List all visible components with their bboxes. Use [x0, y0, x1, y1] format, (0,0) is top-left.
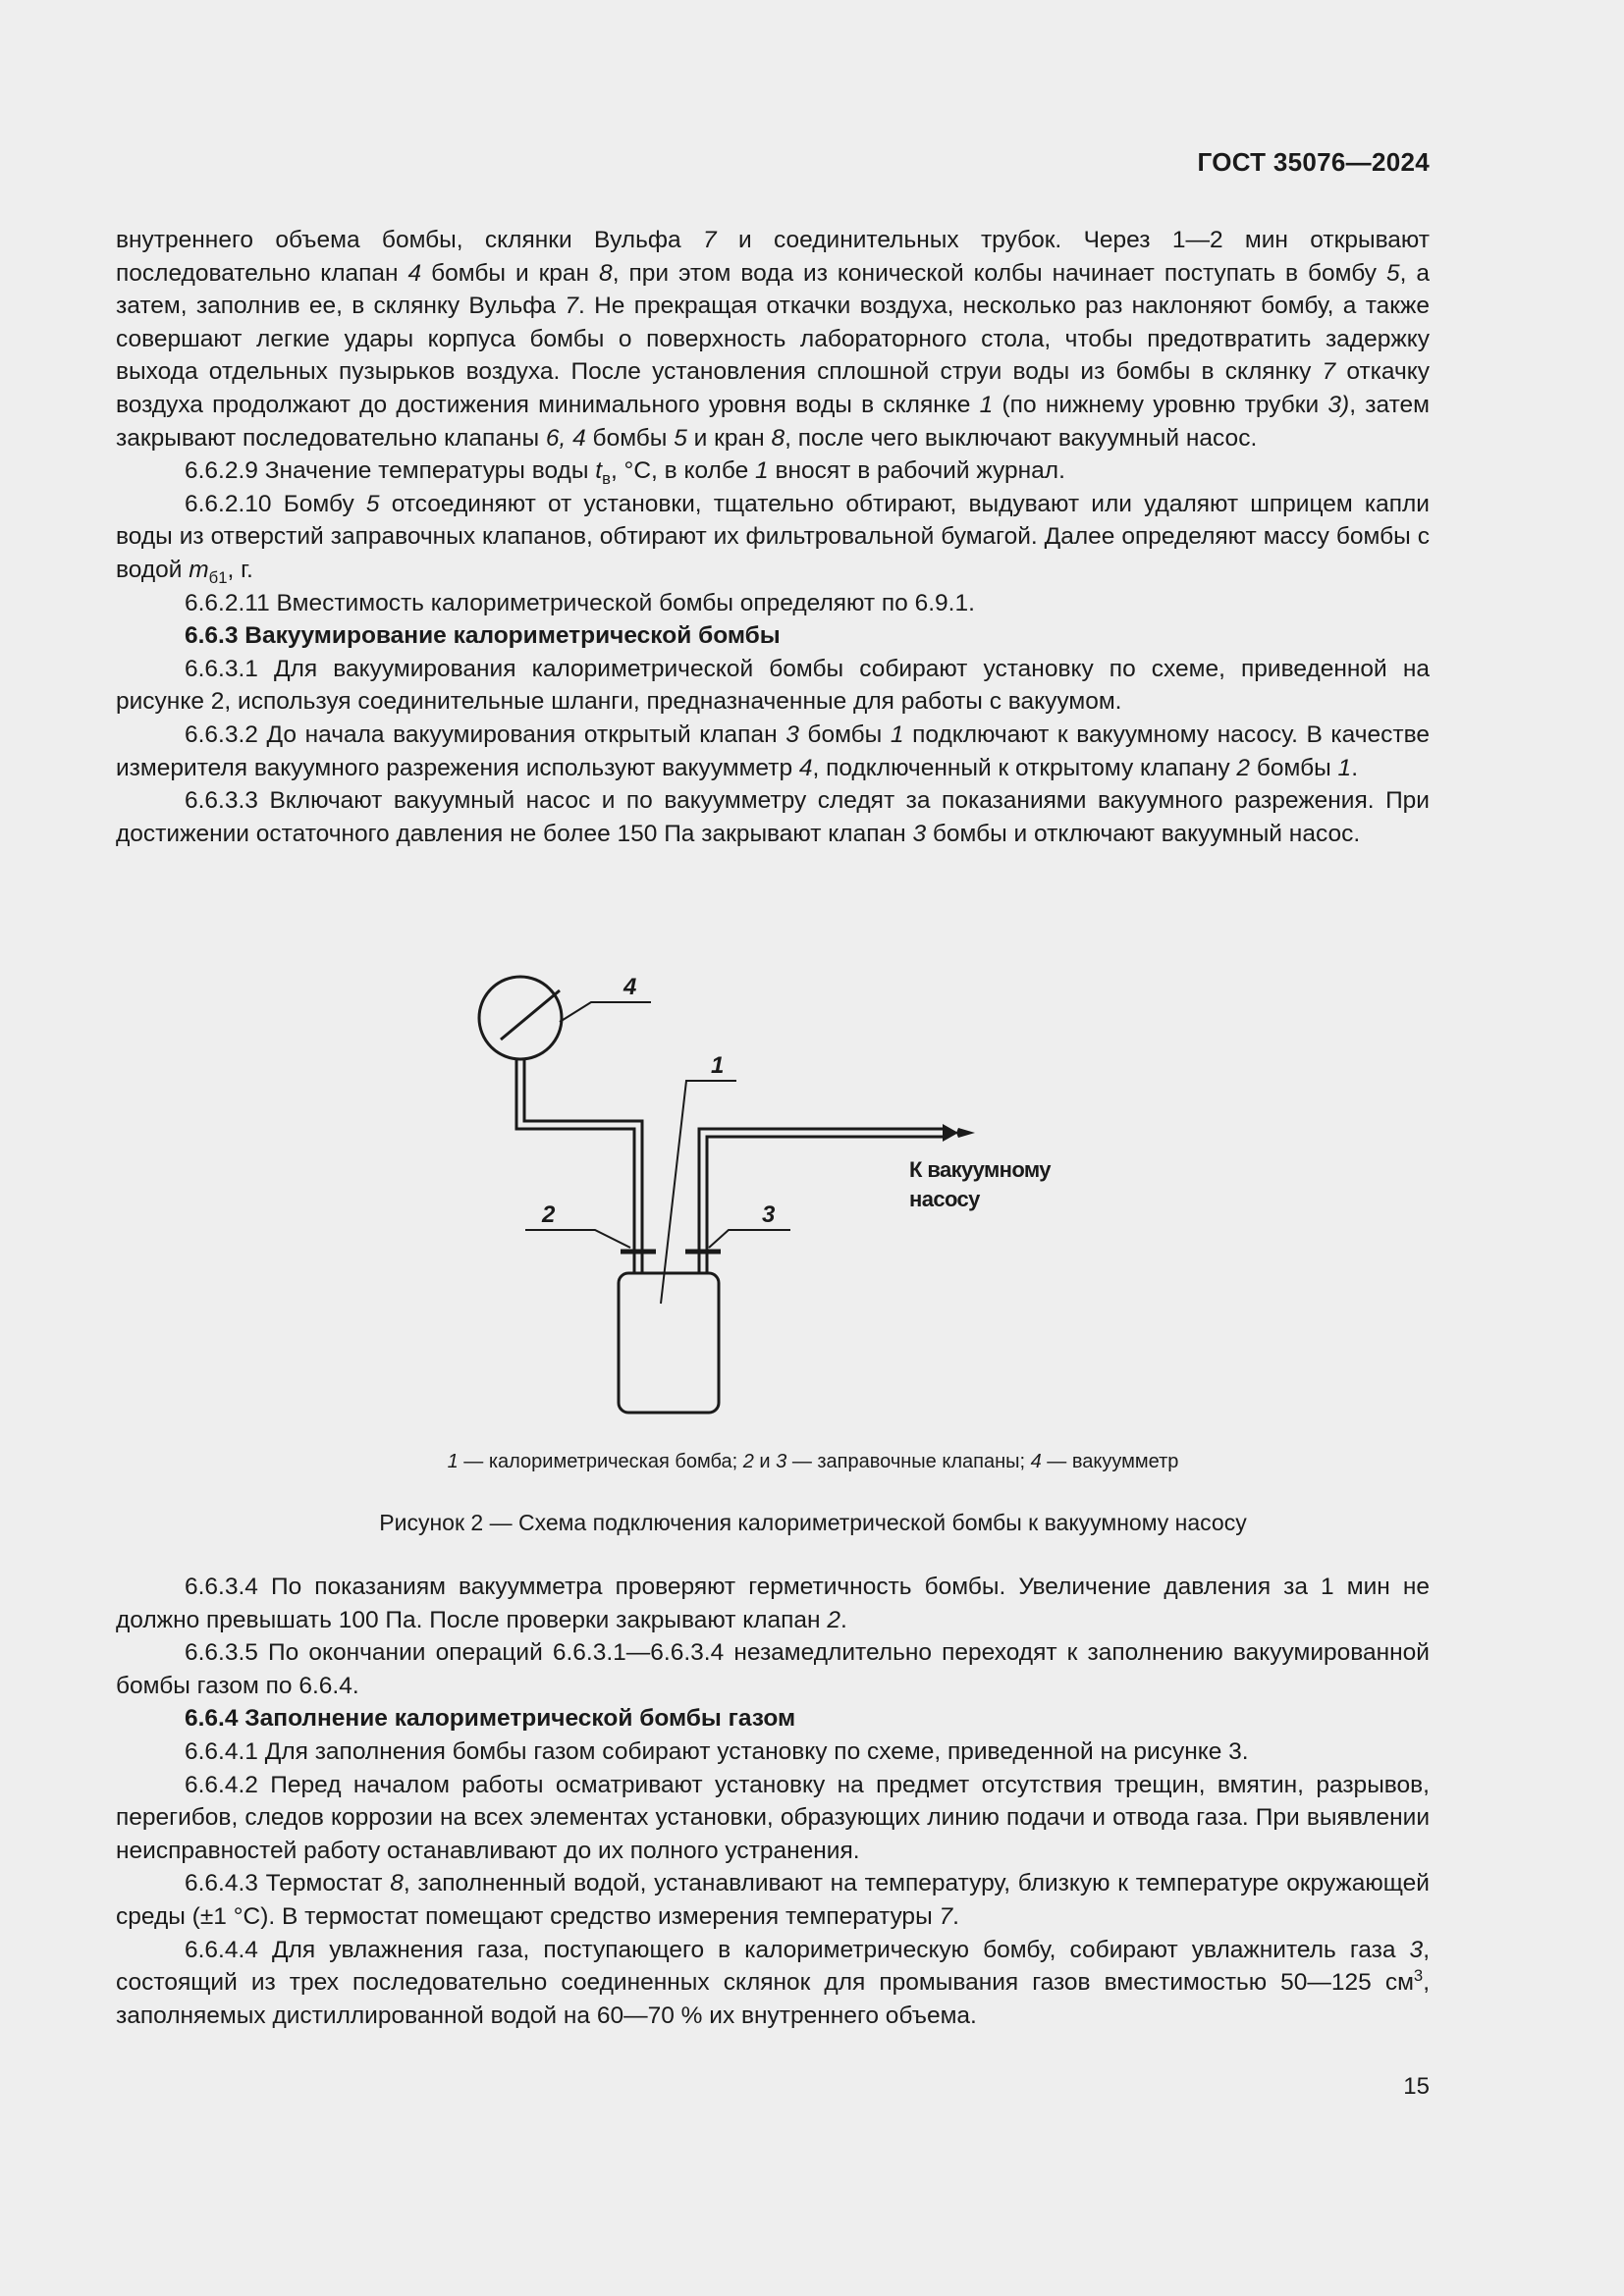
paragraph: 6.6.3.1 Для вакуумирования калориметрической бомбы собирают установку по схеме, приведенной на рисунке 2, используя соединительные шланги, предназначенные для работы с вакуумом. — [116, 655, 1430, 716]
paragraph: 6.6.4.2 Перед началом работы осматривают установку на предмет отсутствия трещин, вмятин, разрывов, перегибов, следов коррозии на всех элементах установки, образующих линию подачи и отвода газа. При выявлении неисправностей работу останавливают до их полного устранения. — [116, 1771, 1430, 1864]
paragraph: внутреннего объема бомбы, склянки Вульфа 7 и соединительных трубок. Через 1—2 мин открывают последовательно клапан 4 бомбы и кран 8, при этом вода из конической колбы начинает поступать в бомбу 5, а затем, заполнив ее, в склянку Вульфа 7. Не прекращая откачки воздуха, несколько раз наклоняют бомбу, а также совершают легкие удары корпуса бомбы о поверхность лабораторного стола, чтобы предотвратить задержку выхода отдельных пузырьков воздуха. После установления сплошной струи воды из бомбы в склянку 7 откачку воздуха продолжают до достижения минимального уровня воды в склянке 1 (по нижнему уровню трубки 3), затем закрывают последовательно клапаны 6, 4 бомбы 5 и кран 8, после чего выключают вакуумный насос. — [116, 227, 1431, 452]
page-number: 15 — [1403, 2073, 1430, 2100]
text-block-bottom — [116, 1571, 1430, 2032]
paragraph: 6.6.2.10 Бомбу 5 отсоединяют от установки, тщательно обтирают, выдувают или удаляют шприцем капли воды из отверстий заправочных клапанов, обтирают их фильтровальной бумагой. Далее определяют массу бомбы с водой $m_{б1}$, г. — [116, 490, 1430, 587]
arrow-to-pump-tip — [956, 1128, 975, 1138]
vacuum-gauge-needle — [501, 990, 560, 1040]
label-3: 3 — [762, 1201, 776, 1228]
paragraph: 6.6.3.3 Включают вакуумный насос и по вакуумметру следят за показаниями вакуумного разрежения. При достижении остаточного давления не более 150 Па закрывают клапан 3 бомбы и отключают вакуумный насос. — [116, 787, 1430, 847]
arrow-label-line-2: насосу — [909, 1187, 980, 1211]
paragraph: 6.6.2.11 Вместимость калориметрической бомбы определяют по 6.9.1. — [185, 589, 975, 616]
paragraph: 6.6.4 Заполнение калориметрической бомбы газом — [185, 1705, 796, 1733]
label-1: 1 — [711, 1052, 725, 1079]
paragraph: 6.6.3.2 До начала вакуумирования открытый клапан 3 бомбы 1 подключают к вакуумному насосу. В качестве измерителя вакуумного разрежения используют вакуумметр 4, подключенный к открытому клапану 2 бомбы 1. — [116, 721, 1430, 781]
arrow-to-pump-icon — [943, 1124, 958, 1142]
valve-2-stem — [634, 1252, 642, 1273]
leader-2 — [525, 1230, 630, 1248]
paragraph: 6.6.3 Вакуумирование калориметрической бомбы — [185, 622, 781, 650]
paragraph: 6.6.4.3 Термостат 8, заполненный водой, устанавливают на температуру, близкую к температуре окружающей среды (±1 °С). В термостат помещают средство измерения температуры 7. — [116, 1870, 1430, 1930]
paragraph: 6.6.4.4 Для увлажнения газа, поступающего в калориметрическую бомбу, собирают увлажнитель газа 3, состоящий из трех последовательно соединенных склянок для промывания газов вместимостью 50—125 $см^3$, заполняемых дистиллированной водой на 60—70 % их внутреннего объема. — [116, 1936, 1430, 2029]
pump-tube-inner — [707, 1137, 943, 1252]
paragraph: 6.6.4.1 Для заполнения бомбы газом собирают установку по схеме, приведенной на рисунке 3. — [185, 1737, 1249, 1765]
paragraph: 6.6.3.5 По окончании операций 6.6.3.1—6.6.3.4 незамедлительно переходят к заполнению вакуумированной бомбы газом по 6.6.4. — [116, 1639, 1430, 1699]
vacuum-connection-scheme — [452, 967, 1119, 1428]
standard-number: ГОСТ 35076—2024 — [1197, 147, 1430, 177]
leader-4 — [560, 1002, 651, 1022]
label-2: 2 — [542, 1201, 556, 1228]
paragraph: 6.6.2.9 Значение температуры воды $t_в$, °С, в колбе 1 вносят в рабочий журнал. — [185, 457, 1065, 489]
gauge-tube-outer — [516, 1059, 634, 1252]
text-block-top — [116, 224, 1430, 850]
arrow-label-line-1: К вакуумному — [909, 1157, 1051, 1182]
label-4: 4 — [623, 974, 637, 1000]
pump-tube-outer — [699, 1129, 943, 1252]
valve-3-stem — [699, 1252, 707, 1273]
figure-2-diagram — [452, 967, 1119, 1428]
figure-caption: Рисунок 2 — Схема подключения калориметрической бомбы к вакуумному насосу — [379, 1510, 1247, 1535]
figure-legend: 1 — калориметрическая бомба; 2 и 3 — заправочные клапаны; 4 — вакуумметр — [447, 1451, 1179, 1472]
vacuum-gauge-dial — [479, 977, 562, 1059]
leader-3 — [709, 1230, 790, 1248]
calorimetric-bomb-body — [619, 1273, 719, 1413]
paragraph: 6.6.3.4 По показаниям вакуумметра проверяют герметичность бомбы. Увеличение давления за 1 мин не должно превышать 100 Па. После проверки закрывают клапан 2. — [116, 1574, 1430, 1633]
